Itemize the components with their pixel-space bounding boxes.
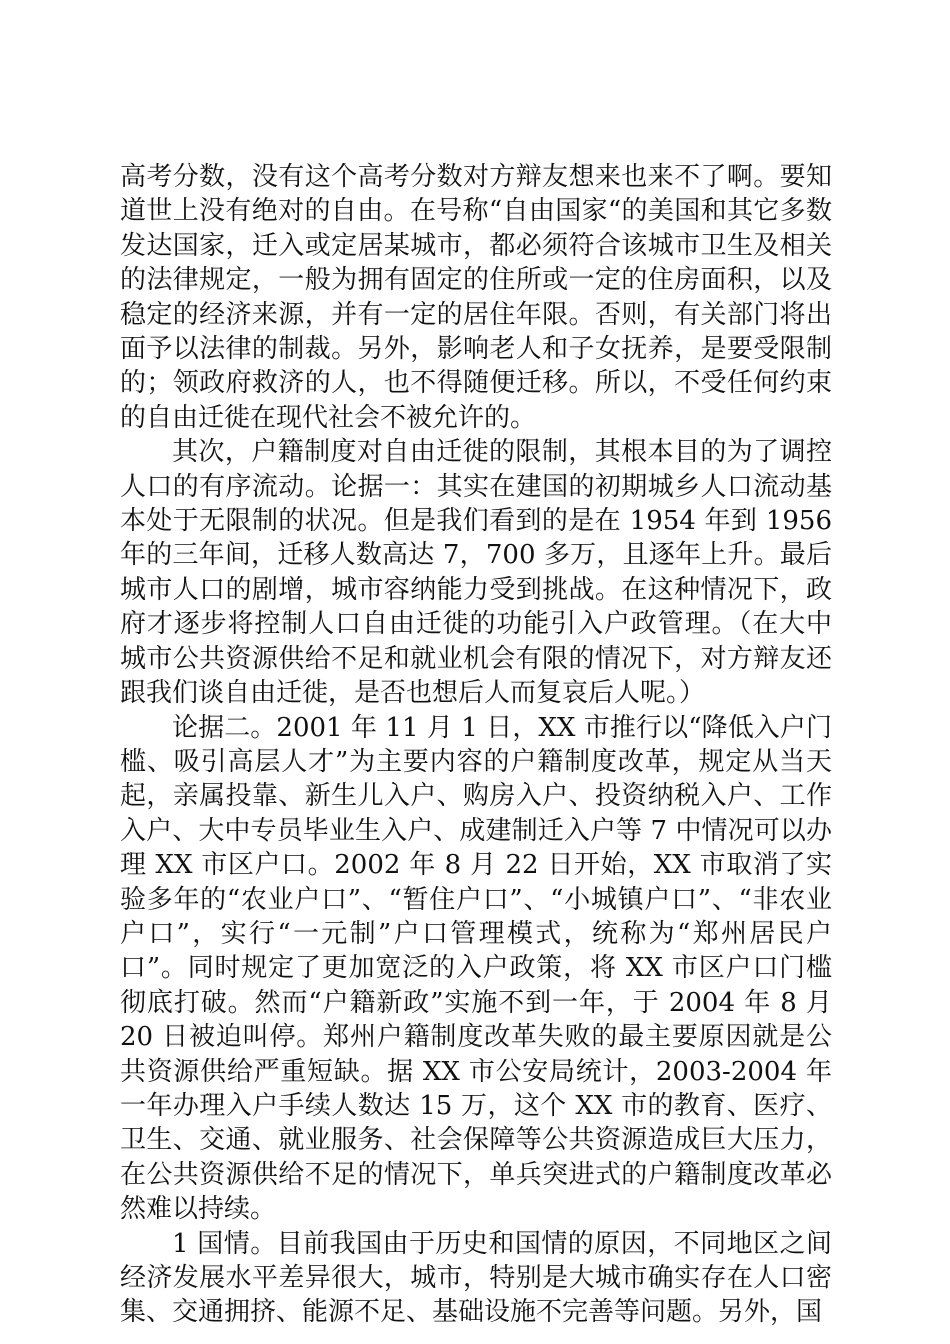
paragraph-1: 高考分数，没有这个高考分数对方辩友想来也来不了啊。要知道世上没有绝对的自由。在号称“自由国家“的美国和其它多数发达国家，迁入或定居某城市，都必须符合该城市卫生及相关的法律规定，一般为拥有固定的住所或一定的住房面积，以及稳定的经济来源，并有一定的居住年限。否则，有关部门将出面予以法律的制裁。另外，影响老人和子女抚养，是要受限制的；领政府救济的人，也不得随便迁移。所以，不受任何约束的自由迁徙在现代社会不被允许的。 (120, 162, 832, 433)
paragraph-2: 其次，户籍制度对自由迁徙的限制，其根本目的为了调控人口的有序流动。论据一：其实在建国的初期城乡人口流动基本处于无限制的状况。但是我们看到的是在 1954 年到 1956 年的三年间，迁移人数高达 7，700 多万，且逐年上升。最后城市人口的剧增，城市容纳能力受到挑战。在这种情况下，政府才逐步将控制人口自由迁徙的功能引入户政管理。（在大中城市公共资源供给不足和就业机会有限的情况下，对方辩友还跟我们谈自由迁徙，是否也想后人而复哀后人呢。） (120, 437, 832, 709)
document-page (120, 160, 832, 1330)
paragraph-4: 1 国情。目前我国由于历史和国情的原因，不同地区之间经济发展水平差异很大，城市，特别是大城市确实存在人口密集、交通拥挤、能源不足、基础设施不完善等问题。另外，国 (120, 1228, 832, 1328)
paragraph-3: 论据二。2001 年 11 月 1 日，XX 市推行以“降低入户门槛、吸引高层人才”为主要内容的户籍制度改革，规定从当天起，亲属投靠、新生儿入户、购房入户、投资纳税入户、工作入户、大中专员毕业生入户、成建制迁入户等 7 中情况可以办理 XX 市区户口。2002 年 8 月 22 日开始，XX 市取消了实验多年的“农业户口”、“暂住户口”、“小城镇户口”、“非农业户口”，实行“一元制”户口管理模式，统称为“郑州居民户口”。同时规定了更加宽泛的入户政策，将 XX 市区户口门槛彻底打破。然而“户籍新政”实施不到一年，于 2004 年 8 月 20 日被迫叫停。郑州户籍制度改革失败的最主要原因就是公共资源供给严重短缺。据 XX 市公安局统计，2003-2004 年一年办理入户手续人数达 15 万，这个 XX 市的教育、医疗、卫生、交通、就业服务、社会保障等公共资源造成巨大压力，在公共资源供给不足的情况下，单兵突进式的户籍制度改革必然难以持续。 (120, 712, 832, 1225)
